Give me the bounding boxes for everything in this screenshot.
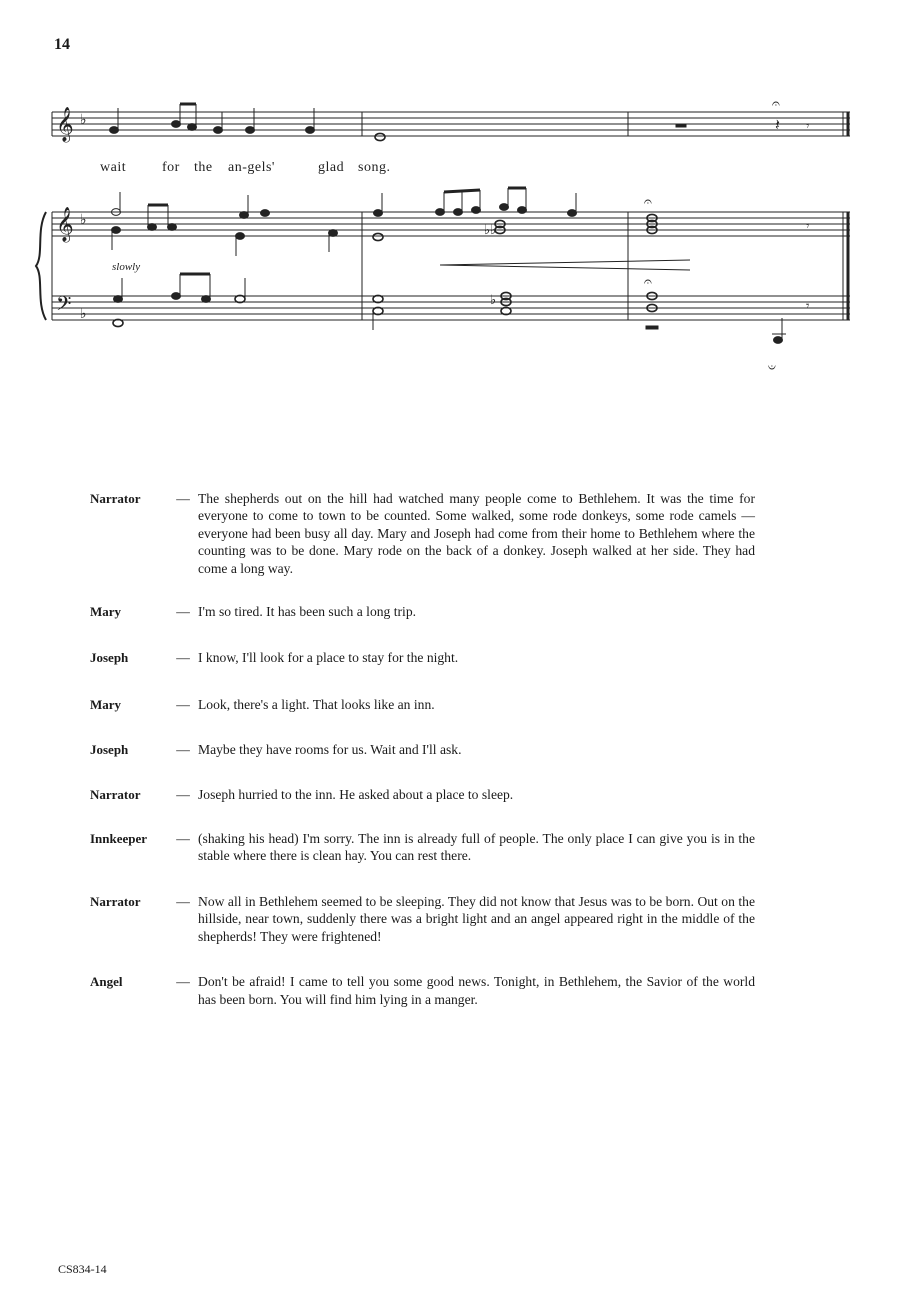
dialogue-line: [90, 741, 755, 758]
lyric-word: an-gels': [228, 160, 275, 175]
svg-text:𝄾: 𝄾: [806, 218, 810, 233]
lyric-word: song.: [358, 160, 391, 175]
lyric-word: wait: [100, 160, 127, 175]
dialogue-line: [90, 786, 755, 803]
svg-text:𝄾: 𝄾: [806, 298, 810, 313]
dialogue-text: Now all in Bethlehem seemed to be sleeping. They did not know that Jesus was to be born. Out on the hillside, near town, suddenly there was a bright light and an angel appeared right in the middle of the shepherds! They were frightened!: [198, 893, 755, 944]
script-dialogue: [90, 490, 755, 1008]
catalog-code: CS834-14: [58, 1262, 107, 1276]
speaker-name: Joseph: [90, 742, 129, 758]
svg-text:♭: ♭: [490, 292, 497, 307]
dialogue-dash: —: [176, 786, 190, 802]
page-number: 14: [54, 36, 70, 53]
music-score: [0, 0, 900, 390]
piano-bass-staff: [52, 296, 850, 320]
svg-text:♭♭: ♭♭: [484, 222, 497, 237]
dialogue-text: I'm so tired. It has been such a long trip.: [198, 604, 417, 620]
dialogue-dash: —: [176, 696, 190, 712]
svg-text:𝄞: 𝄞: [56, 107, 74, 142]
dialogue-dash: —: [176, 491, 190, 506]
svg-text:𝄞: 𝄞: [56, 207, 74, 242]
speaker-name: Narrator: [90, 786, 141, 802]
dialogue-text: (shaking his head) I'm sorry. The inn is already full of people. The only place I can give you is in the stable where there is clean hay. You can rest there.: [198, 831, 755, 864]
dialogue-line: [90, 830, 755, 865]
svg-text:♭: ♭: [80, 113, 87, 128]
svg-text:♭: ♭: [80, 213, 87, 228]
svg-text:𝄾: 𝄾: [806, 118, 810, 133]
expression-mark: slowly: [112, 261, 141, 273]
speaker-name: Innkeeper: [90, 831, 148, 847]
svg-text:♭: ♭: [80, 307, 87, 322]
lyric-word: glad: [318, 160, 345, 175]
dialogue-line: [90, 603, 755, 620]
speaker-name: Narrator: [90, 893, 141, 909]
dialogue-text: The shepherds out on the hill had watched many people come to Bethlehem. It was the time for everyone to come to town to be counted. Some walked, some rode donkeys, some rode camels — everyone had been busy all day. Mary and Joseph had come from their home to Bethlehem where the counting was to be done. Mary rode on the back of a donkey. Joseph walked at her side. They had come a long way.: [198, 491, 755, 576]
speaker-name: Angel: [90, 974, 123, 990]
dialogue-line: [90, 696, 755, 713]
dialogue-text: Maybe they have rooms for us. Wait and I'll ask.: [198, 742, 462, 758]
svg-text:𝄽: 𝄽: [775, 117, 780, 134]
dialogue-line: [90, 490, 755, 577]
svg-text:𝄢: 𝄢: [56, 292, 72, 320]
dialogue-line: [90, 893, 755, 945]
speaker-name: Joseph: [90, 650, 129, 666]
svg-text:𝄐: 𝄐: [644, 195, 652, 210]
dialogue-text: Joseph hurried to the inn. He asked about a place to sleep.: [198, 786, 514, 802]
lyric-word: the: [194, 160, 213, 175]
svg-text:𝄑: 𝄑: [768, 361, 776, 376]
dialogue-dash: —: [176, 604, 190, 620]
svg-text:𝄐: 𝄐: [772, 97, 780, 112]
svg-text:𝄐: 𝄐: [644, 275, 652, 290]
dialogue-line: [90, 973, 755, 1008]
dialogue-text: Don't be afraid! I came to tell you some good news. Tonight, in Bethlehem, the Savior of the world has been born. You will find him lying in a manger.: [198, 974, 755, 1007]
lyric-word: for: [162, 160, 180, 175]
dialogue-dash: —: [176, 831, 190, 847]
dialogue-text: I know, I'll look for a place to stay for the night.: [198, 650, 459, 666]
dialogue-dash: —: [176, 893, 190, 909]
speaker-name: Mary: [90, 604, 122, 620]
dialogue-dash: —: [176, 650, 190, 666]
dialogue-line: [90, 649, 755, 666]
dialogue-dash: —: [176, 974, 190, 990]
speaker-name: Narrator: [90, 491, 141, 506]
speaker-name: Mary: [90, 696, 122, 712]
dialogue-text: Look, there's a light. That looks like an inn.: [198, 696, 435, 712]
dialogue-dash: —: [176, 742, 190, 758]
